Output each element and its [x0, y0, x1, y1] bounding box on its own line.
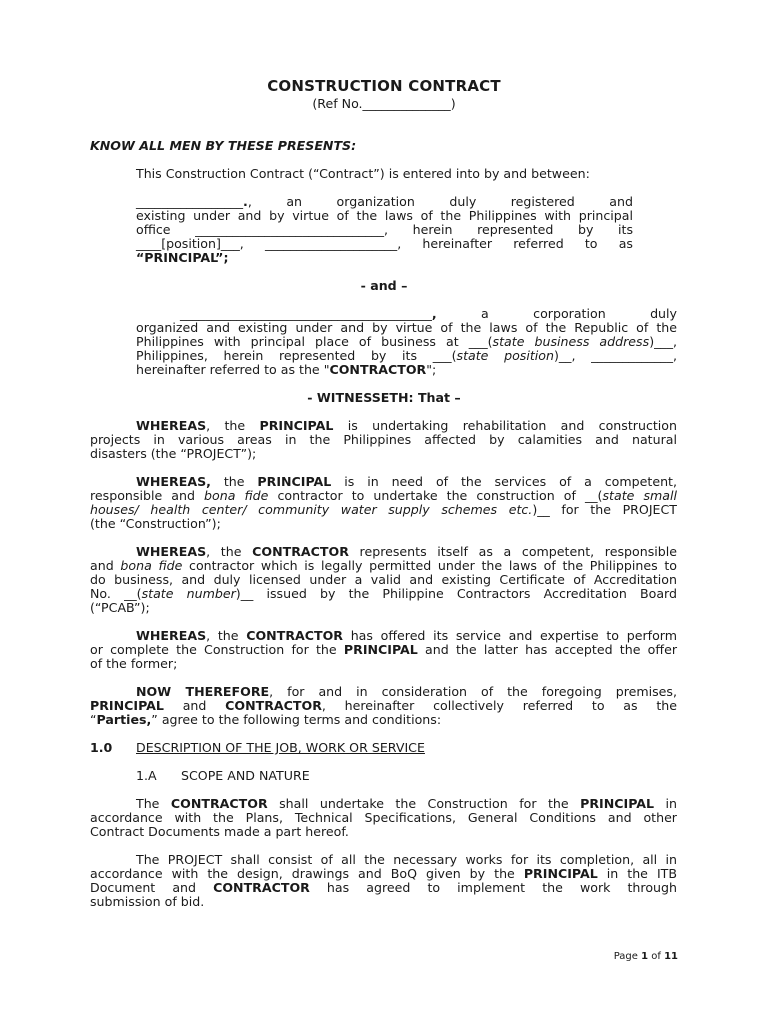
principal-line-4: ____[position]___, _____________________, hereinafter referred to as [136, 236, 633, 251]
contractor-line-4: Philippines, herein represented by its ___(state position)__, _____________, [136, 348, 677, 363]
scope1-line-3: Contract Documents made a part hereof. [90, 824, 349, 839]
section-1-title: DESCRIPTION OF THE JOB, WORK OR SERVICE [136, 740, 425, 755]
scope2-line-1: The PROJECT shall consist of all the necessary works for its completion, all in [136, 852, 677, 867]
now-therefore-line-3: “Parties,” agree to the following terms and conditions: [90, 712, 442, 727]
whereas1-line-3: disasters (the “PROJECT”); [90, 446, 257, 461]
scope-paragraph-2 [90, 853, 677, 909]
scope2-line-2: accordance with the design, drawings and BoQ given by the PRINCIPAL in the ITB [90, 866, 677, 881]
intro-line: This Construction Contract (“Contract”) is entered into by and between: [136, 166, 590, 181]
principal-designation: “PRINCIPAL”; [136, 250, 229, 265]
whereas3-line-2: and bona fide contractor which is legally permitted under the laws of the Philippines to [90, 558, 677, 573]
whereas-paragraph-1 [90, 419, 677, 461]
whereas4-line-3: of the former; [90, 656, 178, 671]
now-therefore-paragraph [90, 685, 677, 727]
scope2-line-3: Document and CONTRACTOR has agreed to implement the work through [90, 880, 677, 895]
contractor-party-paragraph [136, 307, 677, 377]
page-number-footer: Page 1 of 11 [613, 951, 678, 962]
whereas-paragraph-4 [90, 629, 677, 671]
whereas4-line-2: or complete the Construction for the PRINCIPAL and the latter has accepted the offer [90, 642, 677, 657]
document-title: CONSTRUCTION CONTRACT [267, 77, 501, 95]
contractor-line-2: organized and existing under and by virtue of the laws of the Republic of the [136, 320, 677, 335]
whereas2-line-4: (the “Construction”); [90, 516, 221, 531]
whereas-paragraph-3 [90, 545, 677, 615]
section-1a-title: SCOPE AND NATURE [181, 768, 310, 783]
whereas3-line-4: No. __(state number)__ issued by the Philippine Contractors Accreditation Board [90, 586, 677, 601]
and-separator: - and – [360, 278, 408, 293]
scope1-line-1: The CONTRACTOR shall undertake the Construction for the PRINCIPAL in [136, 796, 677, 811]
principal-line-3: office ______________________________, herein represented by its [136, 222, 633, 237]
reference-number: (Ref No.______________) [312, 96, 456, 111]
whereas4-line-1: WHEREAS, the CONTRACTOR has offered its service and expertise to perform [136, 628, 677, 643]
scope-paragraph-1 [90, 797, 677, 839]
contractor-line-1: ________________________________________, a corporation duly [180, 306, 677, 321]
whereas1-line-2: projects in various areas in the Philippines affected by calamities and natural [90, 432, 677, 447]
whereas3-line-5: (“PCAB”); [90, 600, 150, 615]
know-all-men-heading: KNOW ALL MEN BY THESE PRESENTS: [90, 138, 357, 153]
section-1-number: 1.0 [90, 740, 113, 755]
now-therefore-line-2: PRINCIPAL and CONTRACTOR, hereinafter collectively referred to as the [90, 698, 677, 713]
principal-line-1: _________________., an organization duly registered and [136, 194, 633, 209]
whereas1-line-1: WHEREAS, the PRINCIPAL is undertaking rehabilitation and construction [136, 418, 677, 433]
whereas3-line-1: WHEREAS, the CONTRACTOR represents itself as a competent, responsible [136, 544, 678, 559]
whereas3-line-3: do business, and duly licensed under a valid and existing Certificate of Accreditation [90, 572, 677, 587]
whereas-paragraph-2 [90, 475, 677, 531]
scope2-line-4: submission of bid. [90, 894, 205, 909]
now-therefore-line-1: NOW THEREFORE, for and in consideration of the foregoing premises, [136, 684, 677, 699]
scope1-line-2: accordance with the Plans, Technical Specifications, General Conditions and other [90, 810, 677, 825]
witnesseth-heading: - WITNESSETH: That – [307, 390, 461, 405]
section-1a-number: 1.A [136, 768, 157, 783]
whereas2-line-2: responsible and bona fide contractor to undertake the construction of __(state small [90, 488, 678, 503]
principal-line-2: existing under and by virtue of the laws of the Philippines with principal [136, 208, 633, 223]
contractor-designation: hereinafter referred to as the "CONTRACTOR"; [136, 362, 437, 377]
whereas2-line-3: houses/ health center/ community water supply schemes etc.)__ for the PROJECT [90, 502, 677, 517]
contractor-line-3: Philippines with principal place of business at ___(state business address)___, [136, 334, 677, 349]
principal-party-paragraph [136, 195, 633, 265]
whereas2-line-1: WHEREAS, the PRINCIPAL is in need of the services of a competent, [136, 474, 677, 489]
